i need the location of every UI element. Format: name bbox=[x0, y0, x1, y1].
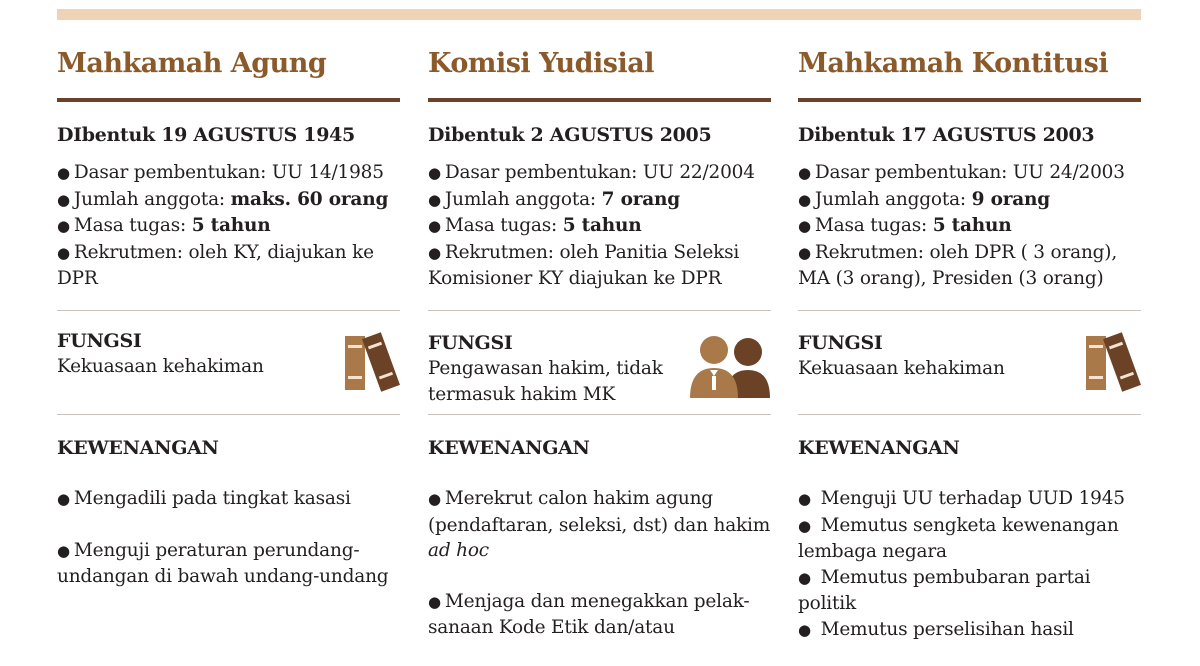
people-icon bbox=[686, 334, 772, 400]
fact-masa: ● Masa tugas: 5 tahun bbox=[798, 215, 1012, 236]
kewenangan-list bbox=[57, 486, 401, 615]
formed-date: Dibentuk 2 AGUSTUS 2005 bbox=[428, 124, 712, 146]
kewenangan-item: ● Mengadili pada tingkat kasasi bbox=[57, 488, 351, 509]
column-mahkamah-konstitusi bbox=[798, 0, 1142, 640]
facts-list bbox=[57, 160, 401, 292]
fungsi-heading: FUNGSI bbox=[428, 332, 513, 354]
formed-date: DIbentuk 19 AGUSTUS 1945 bbox=[57, 124, 355, 146]
fact-jumlah: ● Jumlah anggota: maks. 60 orang bbox=[57, 188, 389, 210]
fungsi-text: Pengawasan hakim, tidak termasuk hakim MK bbox=[428, 358, 663, 405]
column-mahkamah-agung bbox=[57, 0, 401, 630]
title-rule bbox=[57, 98, 400, 102]
fact-masa: ● Masa tugas: 5 tahun bbox=[57, 215, 271, 236]
fungsi-text: Kekuasaan kehakiman bbox=[57, 356, 264, 377]
divider bbox=[57, 310, 400, 311]
facts-list bbox=[798, 160, 1142, 292]
fact-rekrutmen: ● Rekrutmen: oleh Panitia Seleksi Komisioner KY diajukan ke DPR bbox=[428, 241, 740, 289]
books-icon bbox=[343, 330, 405, 392]
fact-rekrutmen: ● Rekrutmen: oleh KY, diajukan ke DPR bbox=[57, 241, 374, 289]
divider bbox=[798, 310, 1141, 311]
kewenangan-item: ● Memutus perselisihan hasil bbox=[798, 618, 1074, 640]
fact-dasar: ● Dasar pembentukan: UU 22/2004 bbox=[428, 162, 755, 183]
kewenangan-item: ● Menguji peraturan perundang-undangan di bawah undang-undang bbox=[57, 539, 389, 587]
kewenangan-heading: KEWENANGAN bbox=[428, 437, 590, 459]
column-title: Komisi Yudisial bbox=[428, 48, 654, 79]
fact-jumlah: ● Jumlah anggota: 7 orang bbox=[428, 188, 681, 210]
fungsi-heading: FUNGSI bbox=[57, 330, 142, 352]
kewenangan-list bbox=[798, 486, 1142, 643]
title-rule bbox=[428, 98, 771, 102]
kewenangan-item: ● Menguji UU terhadap UUD 1945 bbox=[798, 488, 1125, 509]
fact-masa: ● Masa tugas: 5 tahun bbox=[428, 215, 642, 236]
fungsi-text: Kekuasaan kehakiman bbox=[798, 358, 1005, 379]
kewenangan-item: ● Memutus sengketa kewenangan lembaga negara bbox=[798, 514, 1119, 562]
kewenangan-heading: KEWENANGAN bbox=[57, 437, 219, 459]
divider bbox=[428, 310, 771, 311]
fact-dasar: ● Dasar pembentukan: UU 24/2003 bbox=[798, 162, 1125, 183]
kewenangan-item: ● Merekrut calon hakim agung (pendaftaran, seleksi, dst) dan hakim ad hoc bbox=[428, 488, 771, 561]
fact-rekrutmen: ● Rekrutmen: oleh DPR ( 3 orang), MA (3 orang), Presiden (3 orang) bbox=[798, 241, 1117, 289]
facts-list bbox=[428, 160, 772, 292]
divider bbox=[57, 414, 400, 415]
fact-jumlah: ● Jumlah anggota: 9 orang bbox=[798, 188, 1051, 210]
kewenangan-item: ● Menjaga dan menegakkan pelak-sanaan Kode Etik dan/atau bbox=[428, 590, 750, 638]
column-title: Mahkamah Agung bbox=[57, 48, 327, 79]
books-icon bbox=[1084, 330, 1146, 392]
divider bbox=[798, 414, 1141, 415]
column-title: Mahkamah Kontitusi bbox=[798, 48, 1109, 79]
title-rule bbox=[798, 98, 1141, 102]
fungsi-heading: FUNGSI bbox=[798, 332, 883, 354]
kewenangan-item: ● Memutus pembubaran partai politik bbox=[798, 566, 1091, 614]
divider bbox=[428, 414, 771, 415]
kewenangan-list bbox=[428, 486, 772, 666]
column-komisi-yudisial bbox=[428, 0, 772, 638]
kewenangan-heading: KEWENANGAN bbox=[798, 437, 960, 459]
formed-date: Dibentuk 17 AGUSTUS 2003 bbox=[798, 124, 1095, 146]
fact-dasar: ● Dasar pembentukan: UU 14/1985 bbox=[57, 162, 384, 183]
